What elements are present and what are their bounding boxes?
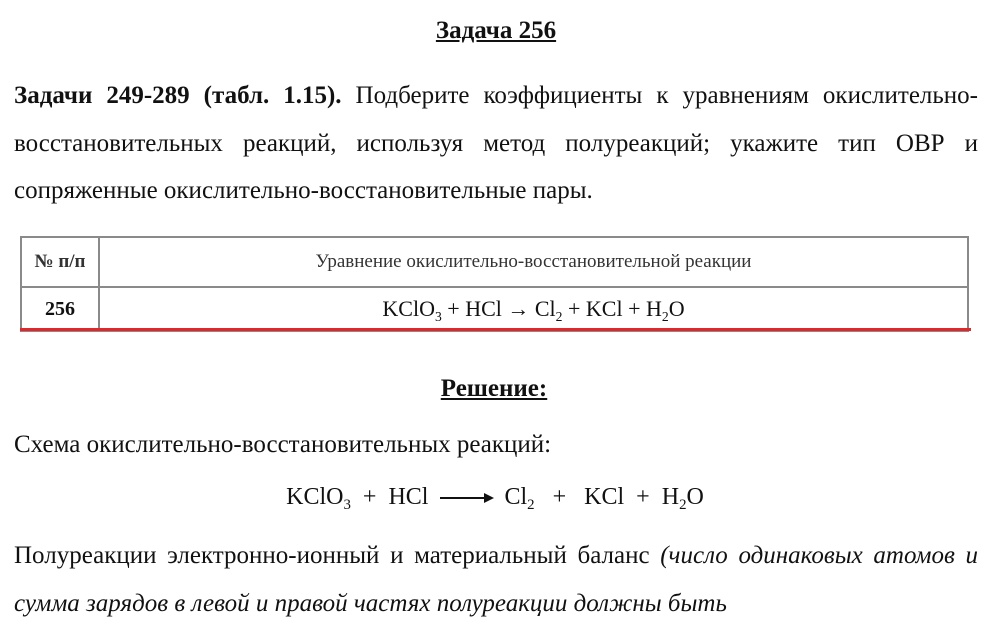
table-row (22, 288, 967, 330)
task-reference: Задачи 249-289 (табл. 1.15). (14, 82, 342, 109)
task-title: Задача 256 (435, 17, 557, 44)
row-equation: KClO$_3$ + HCl → $Cl_2$ + KCl + $H_2O$ (382, 296, 685, 324)
task-text: Подберите коэффициенты к уравнениям окислительно-восстановительных реакций, используя метод полуреакций; укажите тип ОВР и сопряженные окислительно-восстановительные пары. (14, 82, 979, 204)
product-cl2: $Cl_2$ (534, 296, 563, 324)
product-kcl: KCl (585, 296, 623, 321)
half-reactions-note: (число одинаковых атомов и сумма зарядов в левой и правой частях полуреакции должны быть (14, 542, 978, 617)
table-header-row (22, 238, 967, 288)
red-underline (20, 328, 971, 331)
reaction-table (20, 236, 969, 332)
header-number: № п/п (22, 238, 100, 286)
reactant-hcl: HCl (465, 296, 502, 321)
solution-heading: Решение: (440, 375, 548, 402)
task-statement (14, 72, 978, 215)
product-h2o: $H_2O$ (646, 296, 685, 324)
row-number: 256 (22, 288, 100, 330)
reaction-arrow: → (501, 296, 535, 321)
scheme-equation: KClO$_3$ + HCl $Cl_2$ + KCl + $H_2O$ (286, 484, 704, 514)
half-reactions-paragraph: Полуреакции электронно-ионный и материальный баланс (число одинаковых атомов и сумма зарядов в левой и правой частях полуреакции должны быть (14, 542, 978, 617)
reactant-kclo3: KClO$_3$ (382, 296, 442, 324)
scheme-label: Схема окислительно-восстановительных реакций: (14, 431, 552, 458)
long-arrow-icon (440, 493, 494, 503)
header-equation: Уравнение окислительно-восстановительной реакции (315, 251, 752, 272)
